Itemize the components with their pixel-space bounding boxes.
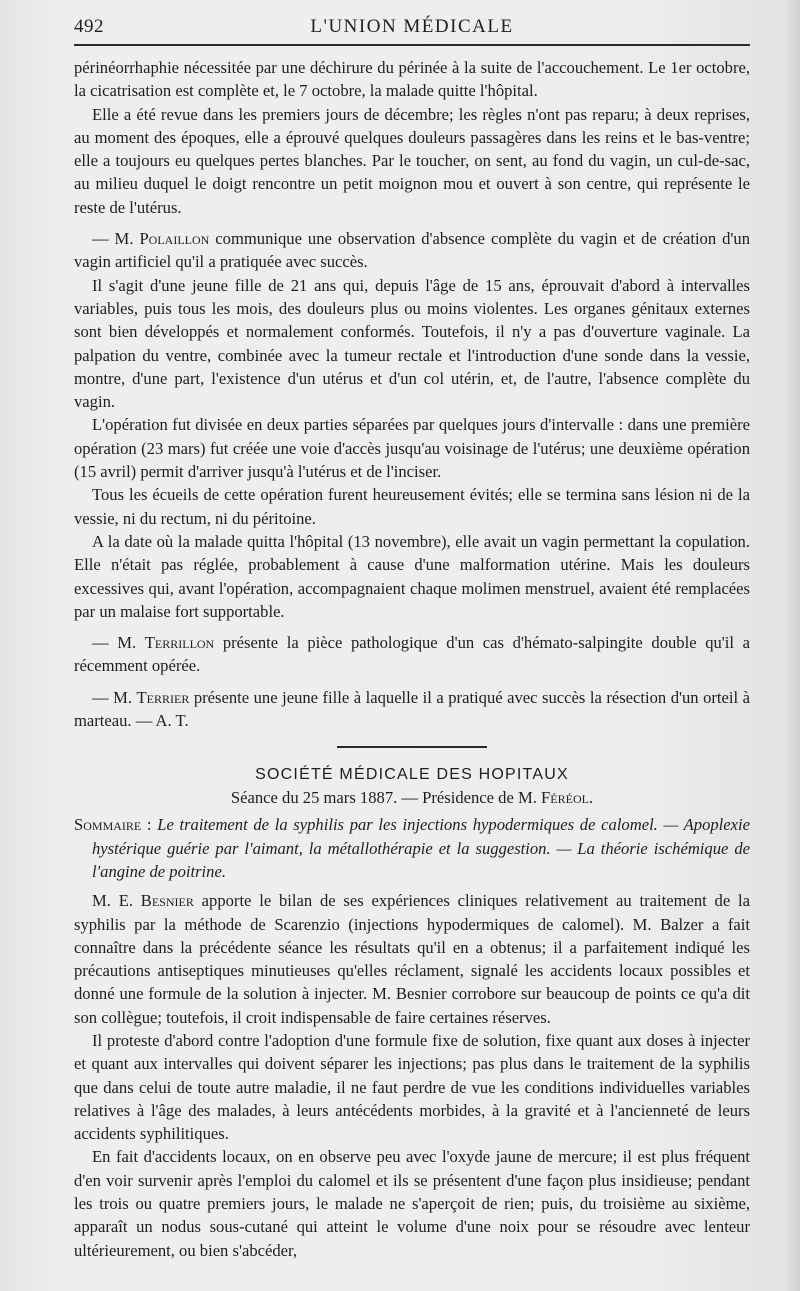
sommaire-label: Sommaire bbox=[74, 815, 142, 835]
section-separator bbox=[337, 746, 487, 748]
seance-line: Séance du 25 mars 1887. — Présidence de M. Féréol. bbox=[230, 788, 594, 808]
header-rule bbox=[74, 44, 750, 46]
paragraph: A la date où la malade quitta l'hôpital (13 novembre), elle avait un vagin permettant la copulation. Elle n'était pas réglée, probablement à cause d'une malformation utérine. Mais les douleurs excessives qui, avant l'opération, accompagnaient chaque molimen menstruel, avaient été remplacées par un malaise fort supportable. bbox=[74, 531, 750, 621]
article-body bbox=[74, 56, 750, 1262]
paragraph: Tous les écueils de cette opération furent heureusement évités; elle se termina sans lésion ni de la vessie, ni du rectum, ni du péritoine. bbox=[74, 485, 750, 528]
paragraph: périnéorrhaphie nécessitée par une déchirure du périnée à la suite de l'accouchement. Le 1er octobre, la cicatrisation est complète et, le 7 octobre, la malade quitte l'hôpital. bbox=[74, 58, 750, 101]
sommaire: Sommaire : Le traitement de la syphilis par les injections hypodermiques de calomel. — Apoplexie hystérique guérie par l'aimant, la métallothérapie et la suggestion. — La théorie ischémique de l'angine de poitrine. bbox=[74, 815, 750, 881]
page-header bbox=[74, 14, 750, 44]
paragraph: L'opération fut divisée en deux parties séparées par quelques jours d'intervalle : dans une première opération (23 mars) fut créée une voie d'accès jusqu'au voisinage de l'utérus; une deuxième opération (15 avril) permit d'arriver jusqu'à l'utérus et de l'inciser. bbox=[74, 415, 750, 482]
paragraph: Il s'agit d'une jeune fille de 21 ans qui, depuis l'âge de 15 ans, éprouvait d'abord à intervalles variables, puis tous les mois, des douleurs plus ou moins violentes. Les organes génitaux externes sont bien développés et normalement conformés. Toutefois, il n'y a pas d'ouverture vaginale. La palpation du ventre, combinée avec la tumeur rectale et l'introduction d'une sonde dans la vessie, montre, d'une part, l'existence d'un utérus et d'un col utérin, et, de l'autre, l'absence complète du vagin. bbox=[74, 275, 750, 412]
president-name: Féréol bbox=[541, 788, 589, 808]
besnier-paragraph: M. E. Besnier apporte le bilan de ses expériences cliniques relativement au traitement de la syphilis par la méthode de Scarenzio (injections hypodermiques de calomel). M. Balzer a fait connaître dans la précédente séance les résultats qu'il en a obtenus; il a parfaitement indiqué les précautions antiseptiques minutieuses qu'elles réclament, signalé les accidents locaux possibles et donné une formule de la solution à injecter. M. Besnier corrobore sur beaucoup de points ce qu'a dit son collègue; toutefois, il croit indispensable de faire certaines réserves. bbox=[74, 891, 750, 1027]
paragraph: Elle a été revue dans les premiers jours de décembre; les règles n'ont pas reparu; à deux reprises, au moment des époques, elle a éprouvé quelques douleurs passagères dans les reins et le bas-ventre; elle a toujours eu quelques pertes blanches. Par le toucher, on sent, au fond du vagin, un cul-de-sac, au milieu duquel le doigt rencontre un petit moignon mou et ouvert à son centre, qui représente le reste de l'utérus. bbox=[74, 104, 750, 217]
polaillon-paragraph: — M. Polaillon communique une observation d'absence complète du vagin et de création d'un vagin artificiel qu'il a pratiquée avec succès. bbox=[74, 229, 750, 272]
section-title: SOCIÉTÉ MÉDICALE DES HOPITAUX bbox=[255, 766, 569, 784]
journal-title: L'UNION MÉDICALE bbox=[310, 16, 514, 37]
author-name: Polaillon bbox=[139, 229, 210, 249]
terrillon-paragraph: — M. Terrillon présente la pièce pathologique d'un cas d'hémato-salpingite double qu'il a récemment opérée. bbox=[74, 633, 750, 676]
terrier-paragraph: — M. Terrier présente une jeune fille à laquelle il a pratiqué avec succès la résection d'un orteil à marteau. — A. T. bbox=[74, 687, 750, 731]
author-name: Terrillon bbox=[144, 633, 215, 653]
sommaire-text: Le traitement de la syphilis par les injections hypodermiques de calomel. — Apoplexie hystérique guérie par l'aimant, la métallothérapie et la suggestion. — La théorie ischémique de l'angine de poitrine. bbox=[92, 815, 750, 881]
author-name: Besnier bbox=[140, 891, 194, 911]
paragraph: En fait d'accidents locaux, on en observe peu avec l'oxyde jaune de mercure; il est plus fréquent d'en voir survenir après l'emploi du calomel et ils se présentent d'une façon plus insidieuse; pendant les trois ou quatre premiers jours, le malade ne s'aperçoit de rien; puis, du troisième au sixième, apparaît un nodus sous-cutané qui atteint le volume d'une noix pour se résoudre avec lenteur ultérieurement, ou bien s'abcéder, bbox=[74, 1147, 750, 1260]
paragraph: Il proteste d'abord contre l'adoption d'une formule fixe de solution, fixe quant aux doses à injecter et quant aux intervalles qui doivent séparer les injections; pas plus dans le traitement de la syphilis que dans celui de toute autre maladie, il ne faut perdre de vue les conditions individuelles variables relatives à l'âge des malades, à leurs antécédents morbides, à la gravité et à l'ancienneté de leurs accidents syphilitiques. bbox=[74, 1030, 750, 1144]
page-edge-shadow bbox=[786, 0, 800, 1291]
page-number: 492 bbox=[74, 16, 104, 37]
author-name: Terrier bbox=[136, 687, 190, 707]
